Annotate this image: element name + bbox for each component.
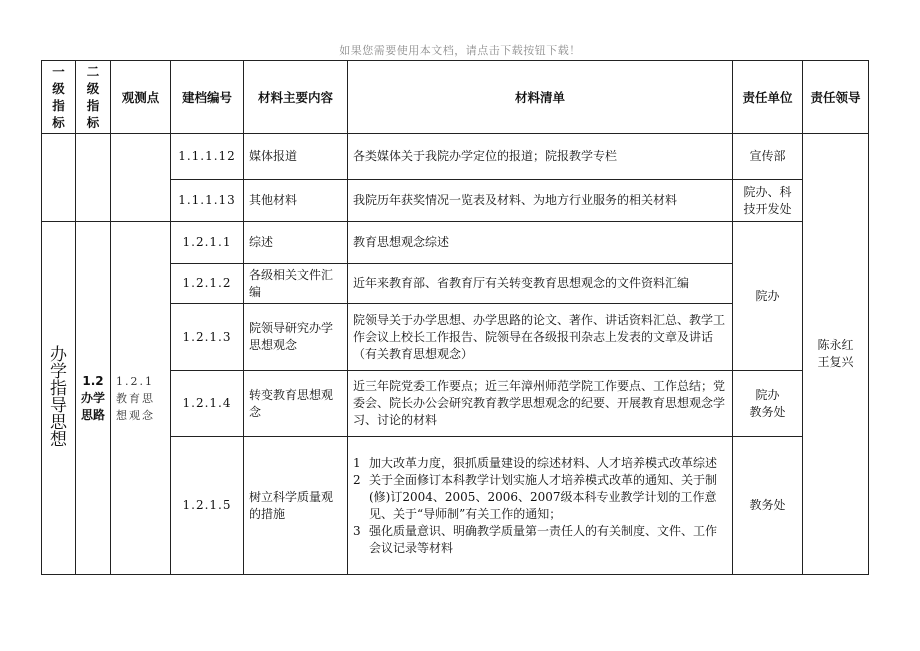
responsible-unit: 院办	[733, 222, 803, 371]
level2-cell-empty	[76, 134, 111, 222]
file-number: 1.2.1.3	[171, 304, 244, 371]
header-responsible-unit: 责任单位	[733, 61, 803, 134]
content-title: 院领导研究办学思想观念	[244, 304, 348, 371]
material-detail	[348, 437, 733, 575]
content-title: 转变教育思想观念	[244, 371, 348, 437]
header-main-content: 材料主要内容	[244, 61, 348, 134]
responsible-leader: 陈永红 王复兴	[803, 134, 869, 575]
header-observation: 观测点	[111, 61, 171, 134]
file-number: 1.2.1.4	[171, 371, 244, 437]
header-level2: 二 级 指 标	[76, 61, 111, 134]
file-number: 1.1.1.13	[171, 180, 244, 222]
responsible-unit: 宣传部	[733, 134, 803, 180]
responsible-unit: 院办 教务处	[733, 371, 803, 437]
content-title: 树立科学质量观的措施	[244, 437, 348, 575]
header-file-number: 建档编号	[171, 61, 244, 134]
file-number: 1.2.1.5	[171, 437, 244, 575]
level1-indicator: 办 学 指 导 思 想	[42, 222, 76, 575]
list-item: 2 关于全面修订本科教学计划实施人才培养模式改革的通知、关于制(修)订2004、2005、2006、2007级本科专业教学计划的工作意见、关于“导师制”有关工作的通知；	[353, 472, 718, 521]
header-level1: 一 级 指 标	[42, 61, 76, 134]
material-list	[353, 455, 727, 557]
material-detail: 各类媒体关于我院办学定位的报道；院报教学专栏	[348, 134, 733, 180]
observation-cell-empty	[111, 134, 171, 222]
content-title: 综述	[244, 222, 348, 264]
content-title: 各级相关文件汇编	[244, 264, 348, 304]
list-item: 1 加大改革力度，狠抓质量建设的综述材料、人才培养模式改革综述	[353, 455, 718, 470]
observation-point: 1.2.1 教育思想观念	[111, 222, 171, 575]
material-detail: 我院历年获奖情况一览表及材料、为地方行业服务的相关材料	[348, 180, 733, 222]
level2-indicator: 1.2 办学 思路	[76, 222, 111, 575]
materials-table	[41, 60, 869, 575]
file-number: 1.1.1.12	[171, 134, 244, 180]
content-title: 媒体报道	[244, 134, 348, 180]
table-row	[42, 222, 869, 264]
file-number: 1.2.1.2	[171, 264, 244, 304]
header-row	[42, 61, 869, 134]
table-row	[42, 134, 869, 180]
responsible-unit: 教务处	[733, 437, 803, 575]
file-number: 1.2.1.1	[171, 222, 244, 264]
header-material-list: 材料清单	[348, 61, 733, 134]
level1-cell-empty	[42, 134, 76, 222]
material-detail: 教育思想观念综述	[348, 222, 733, 264]
responsible-unit: 院办、科技开发处	[733, 180, 803, 222]
material-detail: 院领导关于办学思想、办学思路的论文、著作、讲话资料汇总、教学工作会议上校长工作报告、院领导在各级报刊杂志上发表的文章及讲话（有关教育思想观念）	[348, 304, 733, 371]
material-detail: 近三年院党委工作要点；近三年漳州师范学院工作要点、工作总结；党委会、院长办公会研究教育教学思想观念的纪要、开展教育思想观念学习、讨论的材料	[348, 371, 733, 437]
header-responsible-leader: 责任领导	[803, 61, 869, 134]
content-title: 其他材料	[244, 180, 348, 222]
watermark-text: 如果您需要使用本文档，请点击下载按钮下载！	[339, 44, 581, 57]
material-detail: 近年来教育部、省教育厅有关转变教育思想观念的文件资料汇编	[348, 264, 733, 304]
list-item: 3 强化质量意识、明确教学质量第一责任人的有关制度、文件、工作会议记录等材料	[353, 523, 718, 555]
